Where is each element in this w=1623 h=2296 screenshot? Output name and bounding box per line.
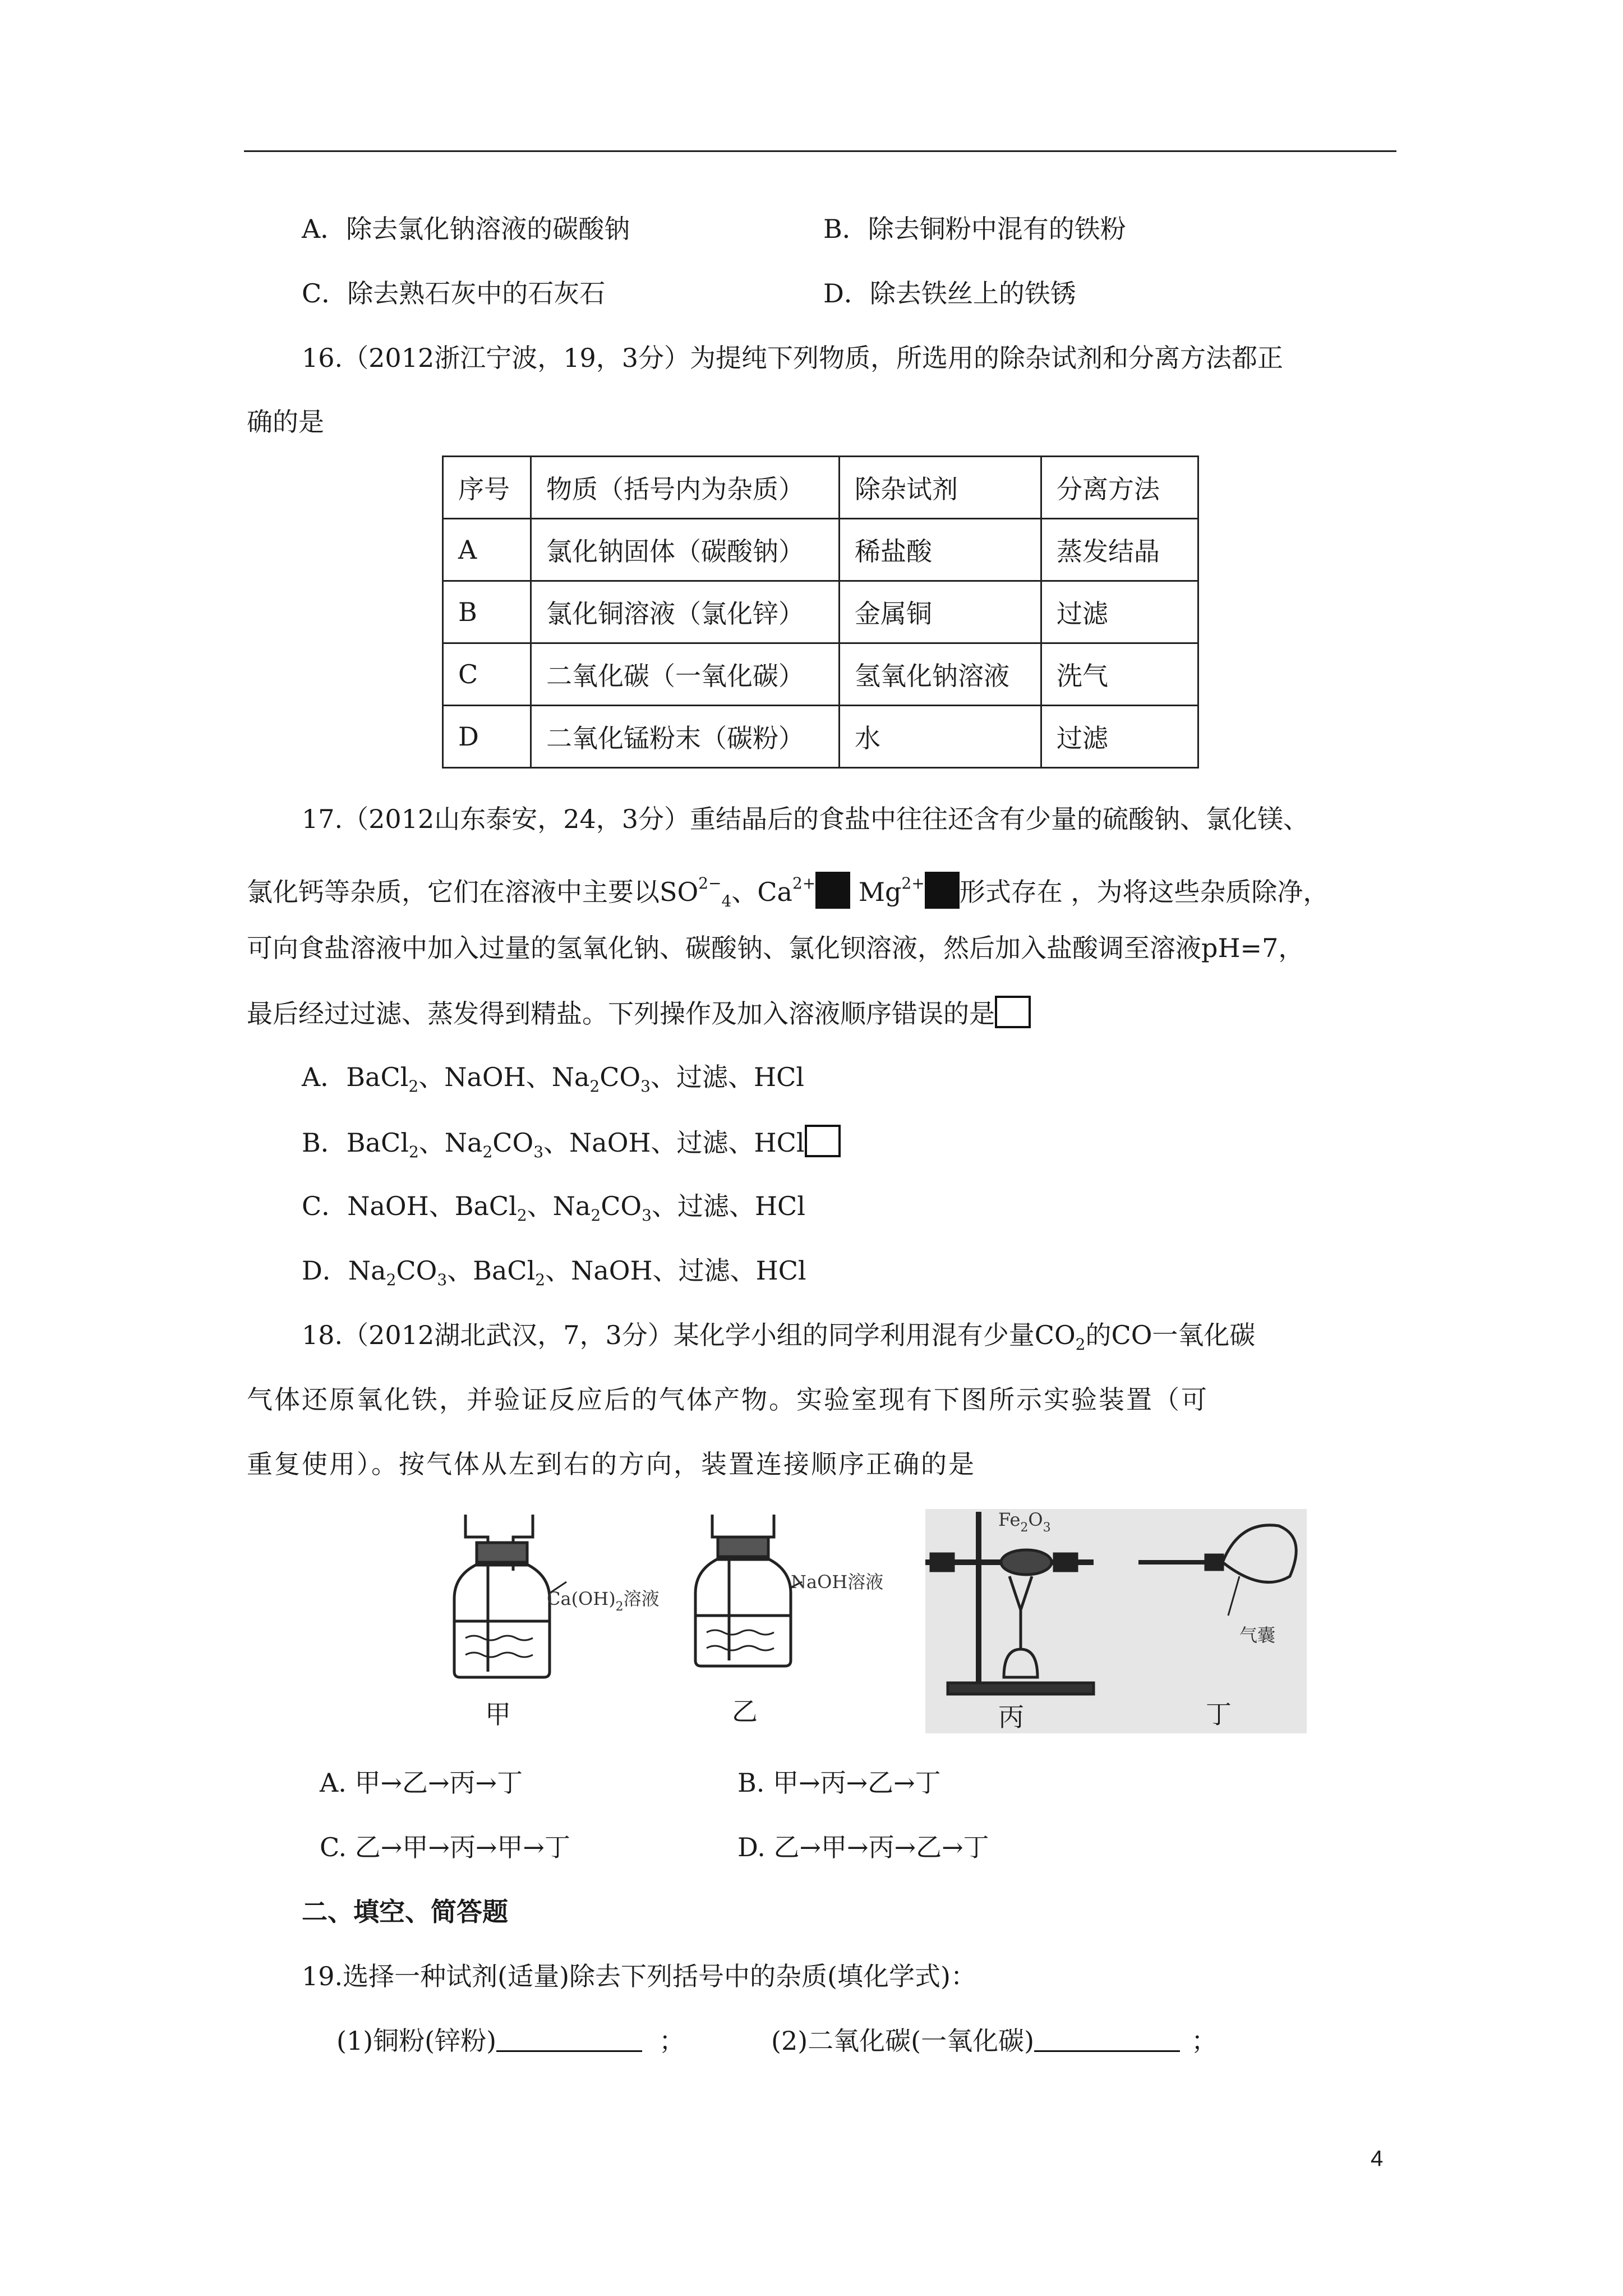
- redaction-box: [925, 872, 960, 909]
- answer-blank[interactable]: [496, 2026, 642, 2052]
- table-row: [443, 581, 1198, 643]
- apparatus-drawing: [432, 1509, 1307, 1733]
- header-rule: [244, 150, 1396, 152]
- reagent-text: 溶液: [623, 1588, 660, 1609]
- table-cell: 过滤: [1041, 581, 1198, 643]
- table-row: [443, 519, 1198, 581]
- table-header-cell: 除杂试剂: [840, 457, 1041, 519]
- option-text: 、过滤、HCl: [651, 1191, 805, 1221]
- q18-option-a: A. 甲→乙→丙→丁: [320, 1768, 523, 1798]
- figure-label-bing: 丙: [998, 1702, 1024, 1732]
- answer-box: [805, 1125, 841, 1157]
- redaction-box: [815, 872, 850, 909]
- reagent-text: Fe: [998, 1509, 1021, 1530]
- option-text: CO: [601, 1191, 642, 1221]
- table-row: [443, 706, 1198, 768]
- q17-text: 形式存在 ，为将这些杂质除净，: [959, 877, 1329, 907]
- q17-text: 氯化钙等杂质，它们在溶液中主要以SO: [247, 877, 699, 907]
- q16-table: [442, 455, 1199, 769]
- reagent-label-fe2o3: [998, 1509, 1051, 1535]
- table-row: [443, 643, 1198, 706]
- option-text: D．Na: [302, 1255, 386, 1286]
- table-cell: C: [443, 643, 531, 706]
- superscript: 2−: [698, 874, 722, 892]
- answer-blank[interactable]: [1034, 2026, 1180, 2052]
- apparatus-figure: [432, 1509, 1307, 1733]
- subscript: 2: [589, 1077, 600, 1096]
- table-cell: 氯化铜溶液（氯化锌）: [531, 581, 840, 643]
- q19-item-text: (1)铜粉(锌粉): [336, 2026, 497, 2056]
- option-text: C．NaOH、BaCl: [302, 1191, 517, 1221]
- subscript: 2: [386, 1271, 396, 1289]
- q17-option-c: [302, 1189, 805, 1232]
- q19-item-text: (2)二氧化碳(一氧化碳): [771, 2026, 1035, 2056]
- subscript: 2: [408, 1077, 419, 1096]
- option-text: 、NaOH、Na: [418, 1062, 590, 1092]
- balloon-ding: [1138, 1525, 1296, 1616]
- reagent-label-naoh: NaOH溶液: [791, 1571, 884, 1593]
- table-cell: 二氧化锰粉末（碳粉）: [531, 706, 840, 768]
- table-header-cell: 物质（括号内为杂质）: [531, 457, 840, 519]
- q17-stem-line3: 可向食盐溶液中加入过量的氢氧化钠、碳酸钠、氯化钡溶液，然后加入盐酸调至溶液pH=7，: [247, 933, 1304, 963]
- q18-option-d: D. 乙→甲→丙→乙→丁: [737, 1832, 989, 1862]
- q15-option-a: A．除去氯化钠溶液的碳酸钠: [302, 214, 630, 244]
- option-text: CO: [600, 1062, 641, 1092]
- figure-label-jia: 甲: [485, 1699, 511, 1729]
- subscript: 2: [615, 1600, 624, 1614]
- subscript: 2: [591, 1206, 601, 1225]
- q16-stem-line1: 16.（2012浙江宁波，19，3分）为提纯下列物质，所选用的除杂试剂和分离方法都正: [302, 343, 1284, 373]
- table-cell: 金属铜: [840, 581, 1041, 643]
- subscript: 2: [1020, 1521, 1029, 1535]
- q16-stem-line2: 确的是: [247, 407, 324, 437]
- table-header-cell: 序号: [443, 457, 531, 519]
- q18-text: 18.（2012湖北武汉，7，3分）某化学小组的同学利用混有少量CO: [302, 1320, 1076, 1350]
- q15-option-c: C．除去熟石灰中的石灰石: [302, 278, 606, 309]
- subscript: 4: [721, 892, 732, 910]
- page-number: 4: [1371, 2146, 1384, 2171]
- q19-stem: 19.选择一种试剂(适量)除去下列括号中的杂质(填化学式)：: [302, 1961, 976, 1991]
- superscript: 2+: [901, 874, 925, 892]
- q18-stem-line2: 气体还原氧化铁，并验证反应后的气体产物。实验室现有下图所示实验装置（可: [247, 1384, 1209, 1415]
- q17-option-a: [302, 1060, 804, 1103]
- q18-option-c: C. 乙→甲→丙→甲→丁: [320, 1832, 570, 1862]
- option-text: 、Na: [418, 1128, 483, 1158]
- q19-item1: [336, 2024, 685, 2058]
- subscript: 2: [535, 1271, 546, 1289]
- reagent-label-caoh2: [547, 1585, 660, 1614]
- reagent-text: O: [1028, 1509, 1043, 1530]
- table-cell: 水: [840, 706, 1041, 768]
- q17-text: 最后经过过滤、蒸发得到精盐。下列操作及加入溶液顺序错误的是: [247, 999, 995, 1029]
- table-cell: 氯化钠固体（碳酸钠）: [531, 519, 840, 581]
- option-text: 、Na: [527, 1191, 591, 1221]
- table-cell: 稀盐酸: [840, 519, 1041, 581]
- figure-label-yi: 乙: [732, 1696, 758, 1727]
- punctuation: ；: [659, 2026, 685, 2056]
- superscript: 2+: [792, 874, 816, 892]
- table-header-row: [443, 457, 1198, 519]
- table-cell: 洗气: [1041, 643, 1198, 706]
- q17-text: 、Ca: [731, 877, 792, 907]
- figure-label-ding: 丁: [1206, 1699, 1232, 1729]
- table-cell: D: [443, 706, 531, 768]
- option-text: 、NaOH、过滤、HCl: [545, 1255, 806, 1286]
- subscript: 2: [408, 1143, 419, 1161]
- q17-option-d: [302, 1254, 806, 1297]
- answer-box: [995, 996, 1031, 1028]
- balloon-label: 气囊: [1239, 1625, 1276, 1646]
- reagent-text: Ca(OH): [547, 1588, 616, 1609]
- wash-bottle-yi: [695, 1515, 791, 1666]
- subscript: 3: [640, 1077, 651, 1096]
- q17-stem-line1: 17.（2012山东泰安，24，3分）重结晶后的食盐中往往还含有少量的硫酸钠、氯化镁、: [302, 804, 1310, 834]
- q17-text: Mg: [850, 877, 902, 907]
- subscript: 3: [437, 1271, 448, 1289]
- q17-stem-line4: [247, 996, 1031, 1030]
- option-text: 、NaOH、过滤、HCl: [543, 1128, 805, 1158]
- q15-option-d: D．除去铁丝上的铁锈: [823, 278, 1076, 309]
- subscript: 3: [642, 1206, 652, 1225]
- subscript: 2: [1075, 1335, 1086, 1354]
- table-cell: 过滤: [1041, 706, 1198, 768]
- subscript: 2: [517, 1206, 527, 1225]
- table-cell: B: [443, 581, 531, 643]
- option-text: CO: [492, 1128, 534, 1158]
- option-text: B．BaCl: [302, 1128, 409, 1158]
- subscript: 3: [533, 1143, 544, 1161]
- wash-bottle-jia: [454, 1515, 550, 1677]
- table-cell: 蒸发结晶: [1041, 519, 1198, 581]
- punctuation: ；: [1191, 2026, 1218, 2056]
- q18-option-b: B. 甲→丙→乙→丁: [737, 1768, 941, 1798]
- option-text: CO: [396, 1255, 437, 1286]
- q18-text: 的CO一氧化碳: [1085, 1320, 1256, 1350]
- q18-stem-line3: 重复使用）。按气体从左到右的方向，装置连接顺序正确的是: [247, 1449, 976, 1479]
- table-header-cell: 分离方法: [1041, 457, 1198, 519]
- section-title: 二、填空、简答题: [302, 1897, 508, 1927]
- q17-option-b: [302, 1125, 841, 1169]
- table-cell: A: [443, 519, 531, 581]
- option-text: A．BaCl: [302, 1062, 409, 1092]
- q19-item2: [771, 2024, 1217, 2058]
- subscript: 2: [482, 1143, 493, 1161]
- q17-stem-line2: [247, 867, 1329, 918]
- table-cell: 二氧化碳（一氧化碳）: [531, 643, 840, 706]
- q15-option-b: B．除去铜粉中混有的铁粉: [823, 214, 1126, 244]
- option-text: 、过滤、HCl: [650, 1062, 804, 1092]
- q18-stem-line1: [302, 1318, 1255, 1361]
- table-cell: 氢氧化钠溶液: [840, 643, 1041, 706]
- option-text: 、BaCl: [447, 1255, 536, 1286]
- reduction-apparatus-bing: [925, 1512, 1094, 1694]
- subscript: 3: [1043, 1521, 1051, 1535]
